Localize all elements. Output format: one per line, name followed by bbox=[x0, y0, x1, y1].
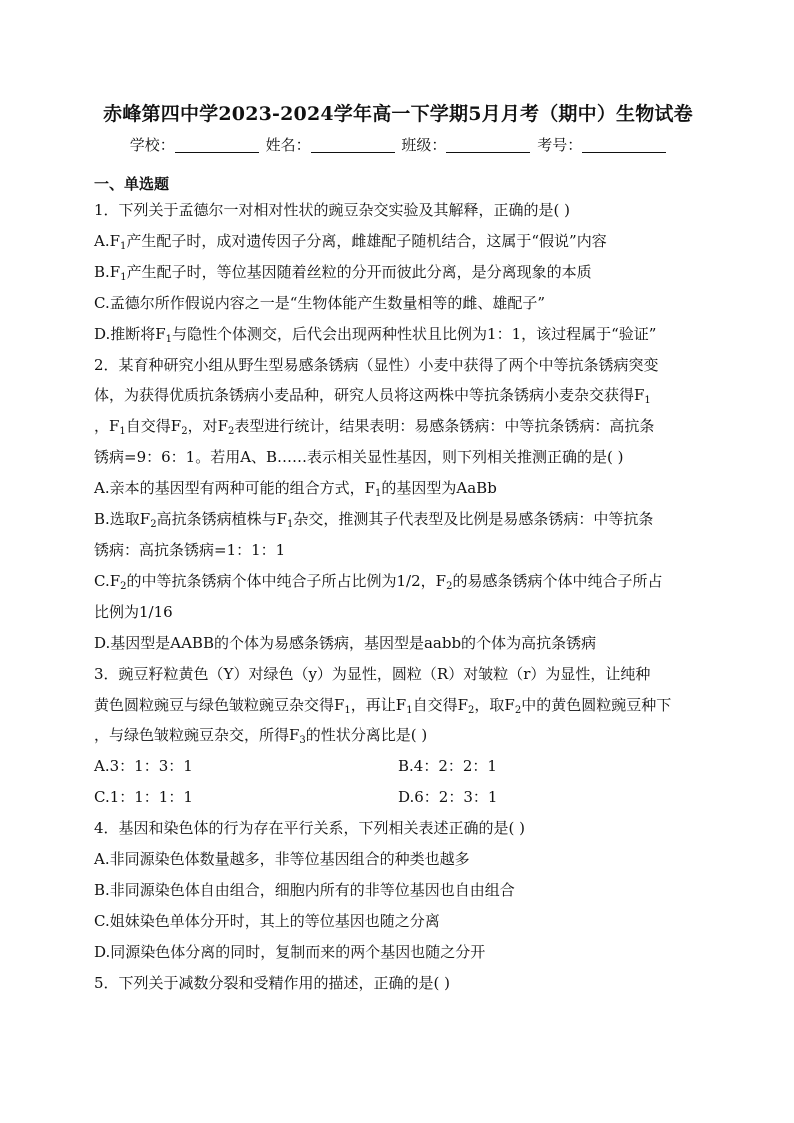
question-stem: 1．下列关于孟德尔一对相对性状的豌豆杂交实验及其解释，正确的是( ) bbox=[94, 201, 571, 219]
question-stem-line: ，$F_1$自交得$F_2$，对$F_2$表型进行统计，结果表明：易感条锈病：中等抗条锈病：高抗条 bbox=[94, 417, 655, 438]
student-info-row bbox=[94, 134, 702, 156]
option-d[interactable]: D.同源染色体分离的同时，复制而来的两个基因也随之分开 bbox=[94, 942, 486, 961]
option-a[interactable]: A.非同源染色体数量越多，非等位基因组合的种类也越多 bbox=[94, 850, 470, 869]
option-d[interactable]: D.6：2：3：1 bbox=[398, 788, 498, 807]
option-b[interactable]: B.选取$F_2$高抗条锈病植株与$F_1$杂交，推测其子代表型及比例是易感条锈病：中等抗条 锈病：高抗条锈病=1：1：1 bbox=[94, 510, 654, 559]
exam-number-field: 考号： bbox=[537, 134, 666, 156]
option-d[interactable]: D.推断将$F_1$与隐性个体测交，后代会出现两种性状且比例为1：1，该过程属于“验证” bbox=[94, 324, 657, 345]
question-stem-line: 体，为获得优质抗条锈病小麦品种，研究人员将这两株中等抗条锈病小麦杂交获得$F_1$ bbox=[94, 386, 651, 407]
question-stem: 4．基因和染色体的行为存在平行关系，下列相关表述正确的是( ) bbox=[94, 819, 526, 838]
exam-title: 赤峰第四中学2023-2024学年高一下学期5月月考（期中）生物试卷 bbox=[103, 103, 693, 125]
question-4 bbox=[94, 813, 702, 968]
name-blank[interactable] bbox=[311, 136, 395, 153]
school-blank[interactable] bbox=[175, 136, 259, 153]
question-stem-line: 黄色圆粒豌豆与绿色皱粒豌豆杂交得$F_1$，再让$F_1$自交得$F_2$，取$F_2$中的黄色圆粒豌豆种下 bbox=[94, 695, 672, 716]
option-c[interactable]: C.孟德尔所作假说内容之一是“生物体能产生数量相等的雌、雄配子” bbox=[94, 293, 546, 312]
class-field: 班级： bbox=[401, 134, 530, 156]
option-b[interactable]: B.4：2：2：1 bbox=[398, 757, 497, 776]
class-blank[interactable] bbox=[446, 136, 530, 153]
option-c[interactable]: C.1：1：1：1 bbox=[94, 788, 193, 807]
section-heading: 一、单选题 bbox=[94, 175, 170, 193]
option-a[interactable]: A.3：1：3：1 bbox=[94, 757, 193, 776]
question-stem: 3．豌豆籽粒黄色（Y）对绿色（y）为显性，圆粒（R）对皱粒（r）为显性，让纯种 bbox=[94, 664, 651, 683]
option-b[interactable]: $B.F_1$产生配子时，等位基因随着丝粒的分开而彼此分离，是分离现象的本质 bbox=[94, 262, 592, 283]
question-2 bbox=[94, 350, 702, 659]
option-b[interactable]: B.非同源染色体自由组合，细胞内所有的非等位基因也自由组合 bbox=[94, 880, 515, 899]
option-c[interactable]: C.姐妹染色单体分开时，其上的等位基因也随之分离 bbox=[94, 911, 440, 930]
question-5 bbox=[94, 968, 702, 999]
name-field: 姓名： bbox=[266, 134, 395, 156]
options-row-1 bbox=[94, 751, 702, 782]
option-a[interactable]: A.亲本的基因型有两种可能的组合方式，$F_1$的基因型为AaBb bbox=[94, 479, 497, 500]
options-row-2 bbox=[94, 782, 702, 813]
option-d[interactable]: D.基因型是AABB的个体为易感条锈病，基因型是aabb的个体为高抗条锈病 bbox=[94, 633, 597, 652]
question-stem-line: 锈病=9：6：1。若用A、B……表示相关显性基因，则下列相关推测正确的是( ) bbox=[94, 448, 624, 467]
question-stem: 5．下列关于减数分裂和受精作用的描述，正确的是( ) bbox=[94, 973, 451, 992]
option-c[interactable]: $C.F_2$的中等抗条锈病个体中纯合子所占比例为1/2，$F_2$的易感条锈病个体中纯合子所占 比例为1/16 bbox=[94, 571, 663, 621]
question-3 bbox=[94, 659, 702, 814]
question-stem-line: ，与绿色皱粒豌豆杂交，所得$F_3$的性状分离比是( ) bbox=[94, 726, 428, 747]
exam-number-blank[interactable] bbox=[582, 136, 666, 153]
school-field: 学校： bbox=[130, 134, 259, 156]
question-stem: 2．某育种研究小组从野生型易感条锈病（显性）小麦中获得了两个中等抗条锈病突变 bbox=[94, 355, 659, 374]
question-1 bbox=[94, 195, 702, 350]
option-a[interactable]: $A.F_1$产生配子时，成对遗传因子分离，雌雄配子随机结合，这属于“假说”内容 bbox=[94, 231, 607, 252]
